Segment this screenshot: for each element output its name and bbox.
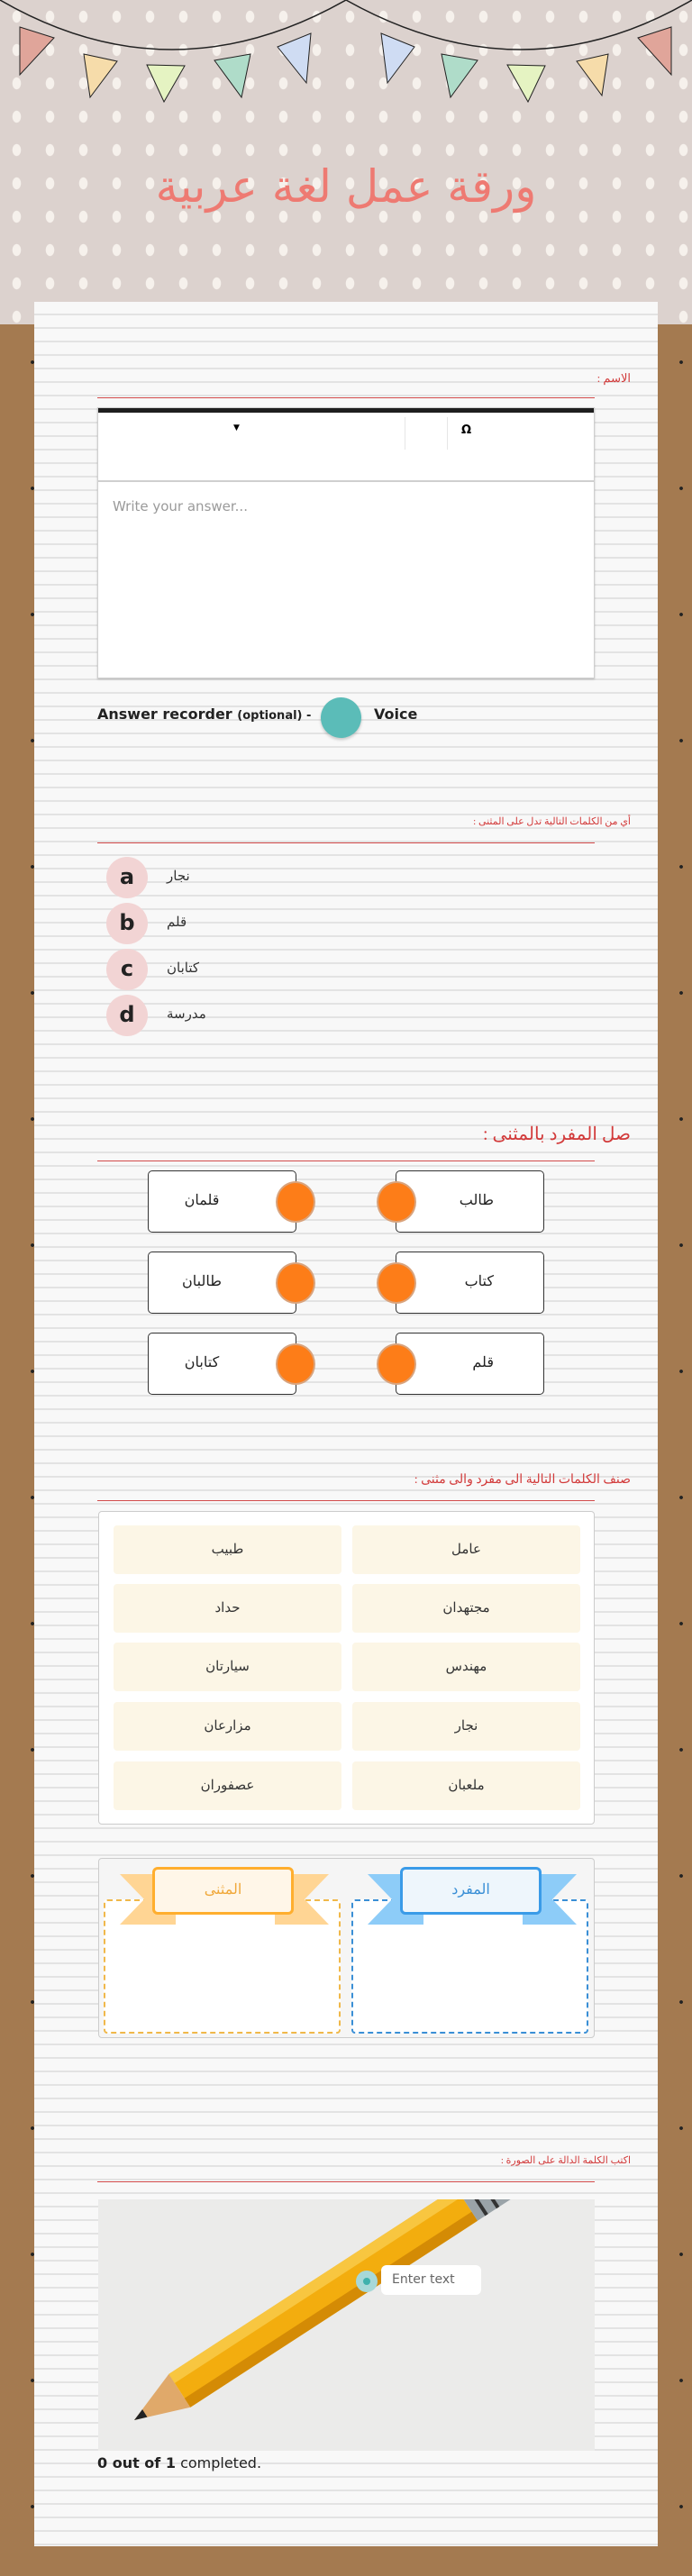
match-text: كتاب — [464, 1274, 494, 1289]
dual-bin-label: المثنى — [152, 1867, 294, 1915]
word-tile[interactable]: مجتهدان — [352, 1584, 580, 1633]
word-tile[interactable]: مهندس — [352, 1643, 580, 1691]
word-tile[interactable]: حداد — [114, 1584, 341, 1633]
match-connector-dot[interactable] — [377, 1343, 416, 1385]
match-right-item[interactable] — [148, 1333, 296, 1395]
word-tile[interactable]: سيارتان — [114, 1643, 341, 1691]
word-tile[interactable]: ملعبان — [352, 1761, 580, 1810]
match-connector-dot[interactable] — [276, 1343, 315, 1385]
match-text: قلم — [472, 1355, 494, 1370]
mcq-question-label: أي من الكلمات التالية تدل على المثنى : — [473, 816, 631, 827]
completion-status — [97, 2454, 261, 2471]
option-text: قلم — [167, 915, 187, 930]
option-letter: b — [106, 903, 148, 944]
completion-text: completed. — [180, 2454, 262, 2471]
divider — [97, 397, 595, 398]
option-letter: a — [106, 857, 148, 898]
match-text: طالب — [459, 1193, 494, 1208]
option-text: كتابان — [167, 960, 199, 976]
voice-record-button[interactable] — [321, 697, 361, 738]
sort-question-label: صنف الكلمات التالية الى مفرد والى مثنى : — [414, 1473, 631, 1487]
match-question-label: صل المفرد بالمثنى : — [482, 1124, 631, 1144]
pencil-image — [98, 2199, 595, 2451]
option-a[interactable] — [106, 857, 190, 898]
option-letter: d — [106, 995, 148, 1036]
sort-bins — [98, 1858, 595, 2038]
editor-toolbar — [98, 413, 594, 482]
match-text: كتابان — [184, 1355, 220, 1370]
image-question-label: اكتب الكلمة الدالة على الصورة : — [500, 2155, 631, 2166]
recorder-title: Answer recorder — [97, 705, 232, 723]
option-d[interactable] — [106, 995, 206, 1036]
answer-recorder-label — [97, 705, 311, 723]
option-c[interactable] — [106, 949, 199, 990]
match-left-item[interactable] — [396, 1170, 544, 1233]
match-connector-dot[interactable] — [276, 1181, 315, 1223]
word-tile[interactable]: عصفوران — [114, 1761, 341, 1810]
word-tile[interactable]: عامل — [352, 1525, 580, 1574]
match-left-item[interactable] — [396, 1252, 544, 1314]
option-letter: c — [106, 949, 148, 990]
word-tile[interactable]: طبيب — [114, 1525, 341, 1574]
toolbar-divider — [447, 417, 448, 450]
match-connector-dot[interactable] — [276, 1262, 315, 1304]
image-label-input[interactable]: Enter text — [381, 2265, 481, 2295]
special-character-button[interactable]: Ω — [461, 423, 472, 437]
recorder-optional: (optional) - — [237, 709, 312, 723]
option-text: نجار — [167, 869, 190, 884]
page-title: ورقة عمل لغة عربية — [155, 160, 537, 213]
match-text: قلمان — [184, 1193, 220, 1208]
option-b[interactable] — [106, 903, 187, 944]
hotspot-marker-icon[interactable] — [356, 2271, 378, 2292]
voice-label: Voice — [374, 705, 418, 723]
word-tile[interactable]: مزارعان — [114, 1702, 341, 1751]
pencil-icon — [98, 2199, 595, 2451]
name-question-label: الاسم : — [596, 371, 631, 385]
bunting-decoration — [0, 0, 692, 117]
answer-textarea[interactable]: Write your answer... — [113, 498, 248, 514]
word-tile[interactable]: نجار — [352, 1702, 580, 1751]
match-right-item[interactable] — [148, 1252, 296, 1314]
match-text: طالبان — [182, 1274, 222, 1289]
match-connector-dot[interactable] — [377, 1262, 416, 1304]
font-dropdown-caret-icon[interactable]: ▼ — [233, 423, 240, 432]
match-right-item[interactable] — [148, 1170, 296, 1233]
divider — [97, 2181, 595, 2182]
word-bank — [98, 1511, 595, 1825]
match-left-item[interactable] — [396, 1333, 544, 1395]
option-text: مدرسة — [167, 1006, 206, 1022]
match-connector-dot[interactable] — [377, 1181, 416, 1223]
divider — [97, 1500, 595, 1501]
divider — [97, 842, 595, 843]
answer-editor — [97, 407, 595, 678]
completion-count: 0 out of 1 — [97, 2454, 176, 2471]
singular-bin-label: المفرد — [400, 1867, 542, 1915]
